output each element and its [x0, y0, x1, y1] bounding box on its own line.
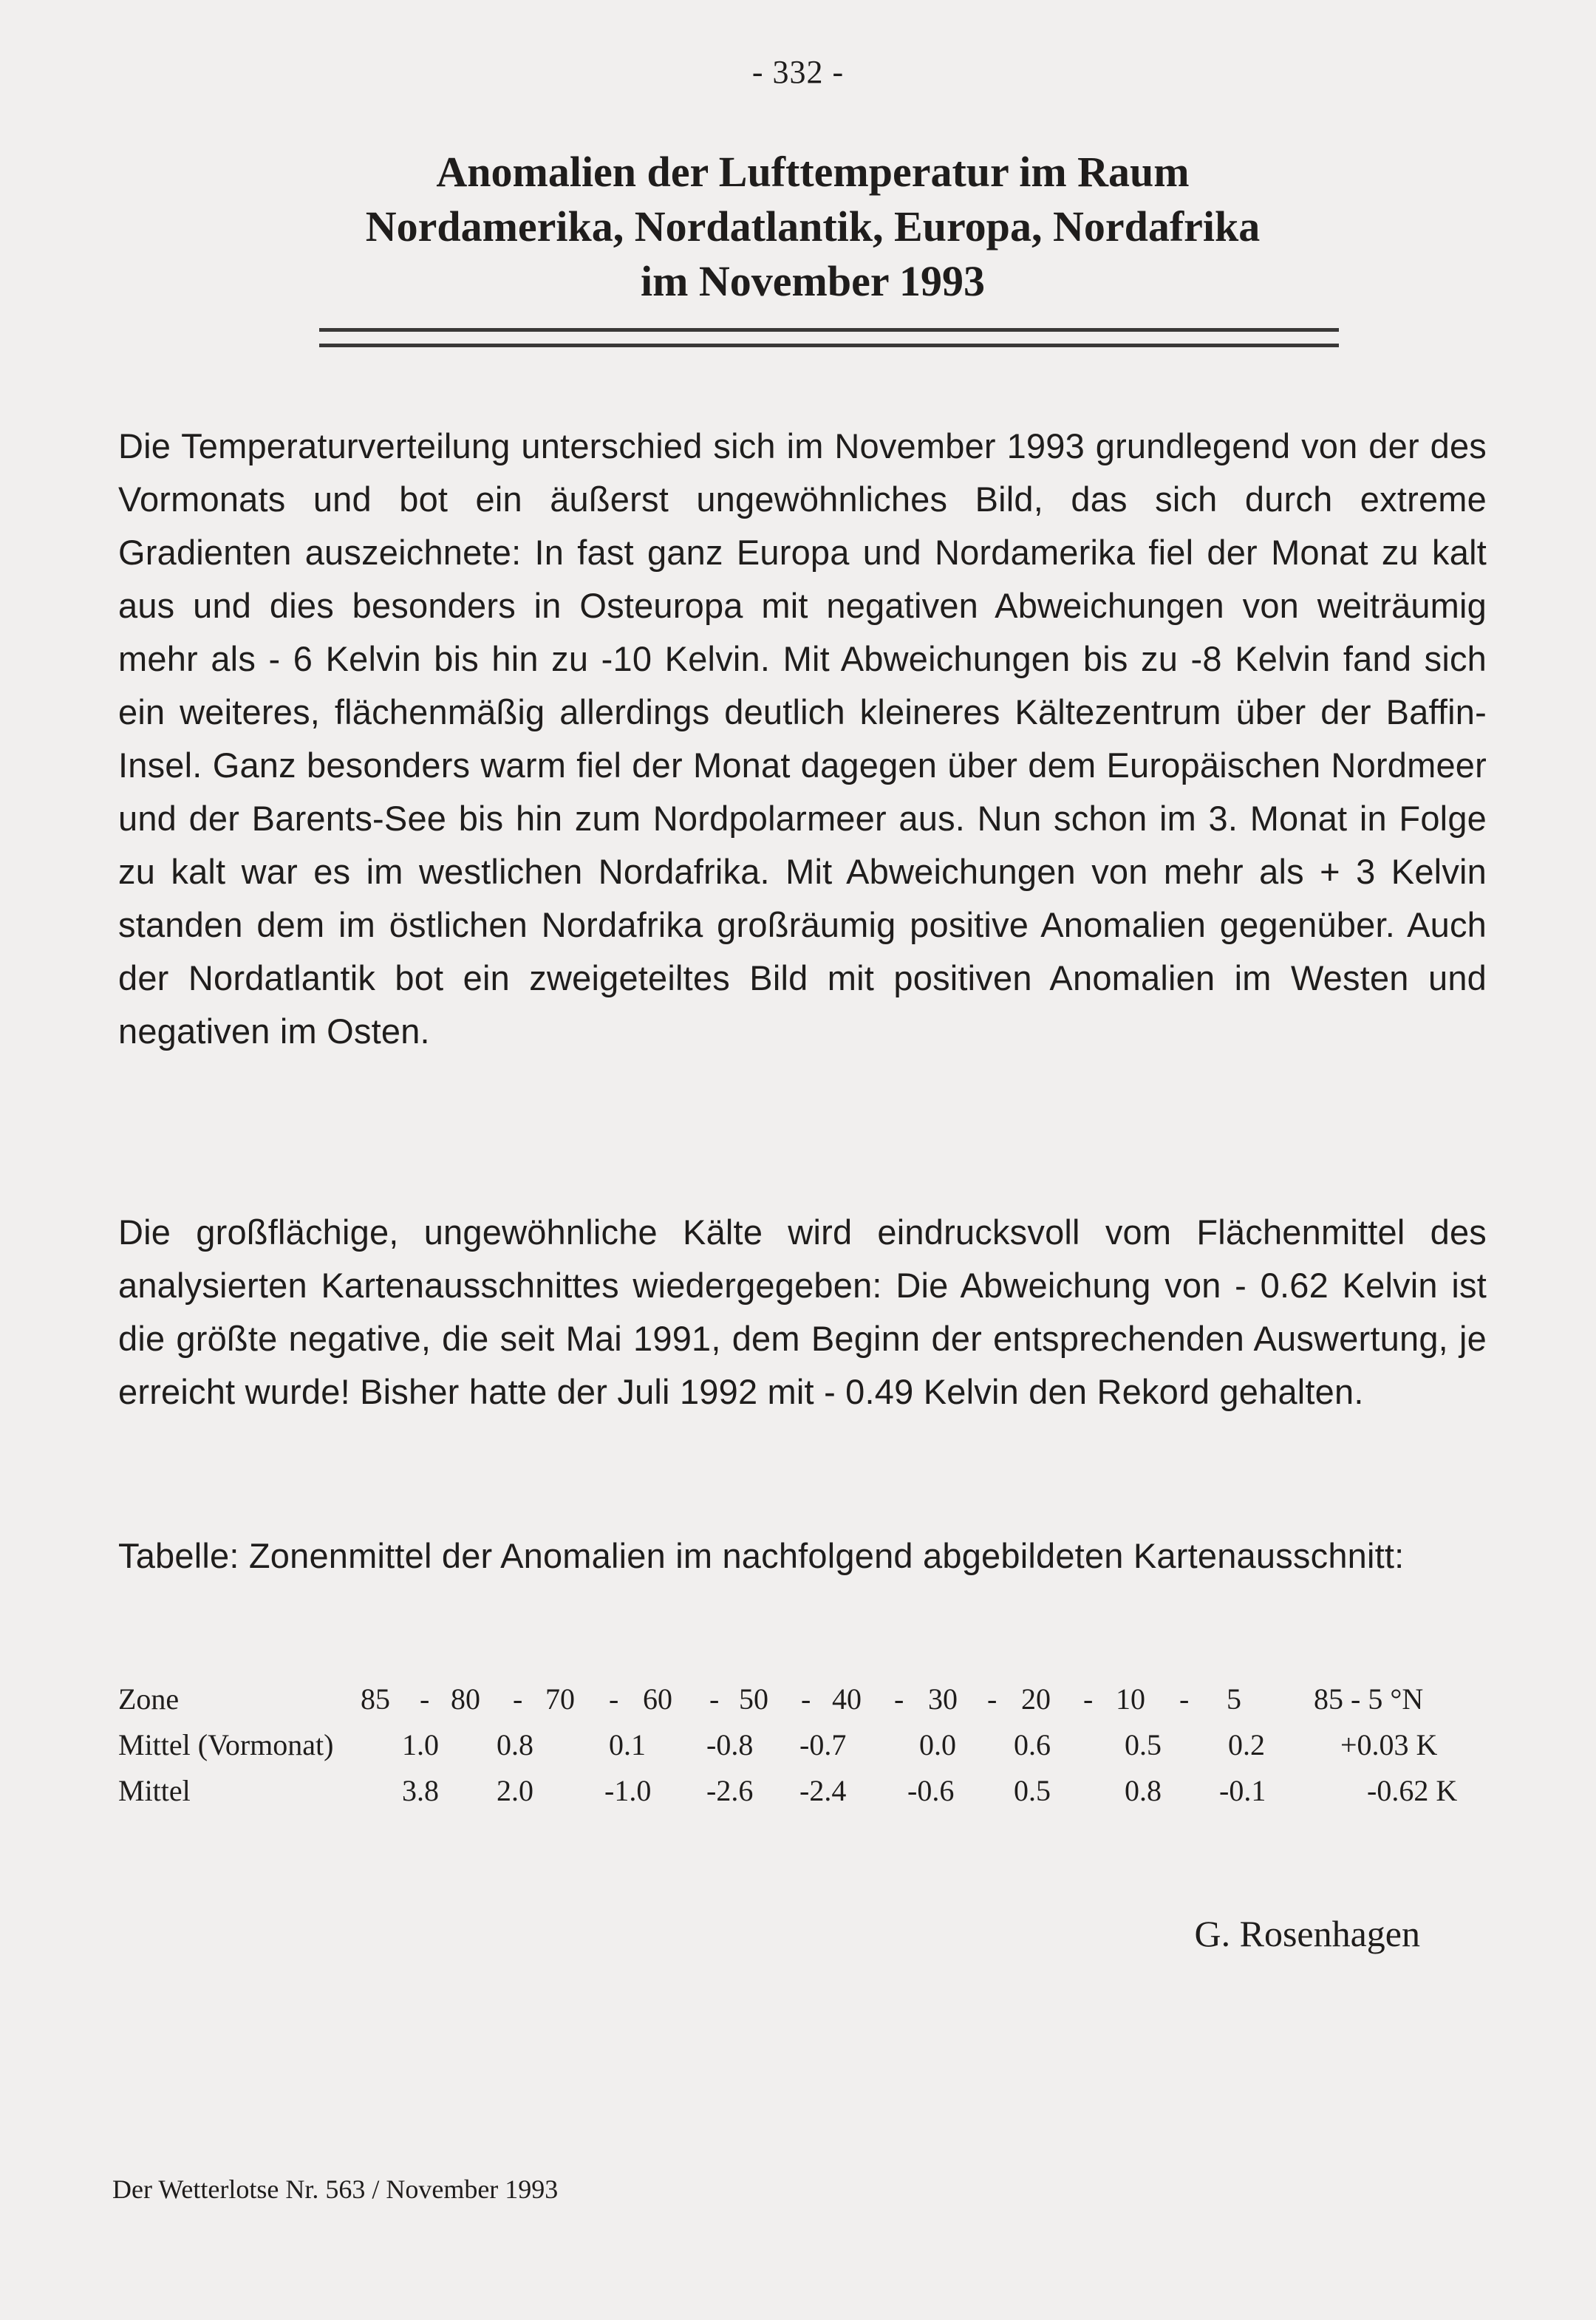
paragraph-temperature: Die Temperaturverteilung unterschied sich im November 1993 grundlegend von der des Vormonats und bot ein äußerst ungewöhnliches Bild, das sich durch extreme Gradienten auszeichnete: In fast ganz Europa und Nordamerika fiel der Monat zu kalt aus und dies besonders in Osteuropa mit negativen Abweichungen von weiträumig mehr als - 6 Kelvin bis hin zu -10 Kelvin. Mit Abweichungen bis zu -8 Kelvin fand sich ein weiteres, flächenmäßig allerdings deutlich kleineres Kältezentrum über der Baffin-Insel. Ganz besonders warm fiel der Monat dagegen über dem Europäischen Nordmeer und der Barents-See bis hin zum Nordpolarmeer aus. Nun schon im 3. Monat in Folge zu kalt war es im westlichen Nordafrika. Mit Abweichungen von mehr als + 3 Kelvin standen dem im östlichen Nordafrika großräumig positive Anomalien gegenüber. Auch der Nordatlantik bot ein zweigeteiltes Bild mit positiven Anomalien im Westen und negativen im Osten.: [118, 426, 1487, 1051]
previous-month-value: 0.2: [1228, 1728, 1265, 1761]
title-line: Nordamerika, Nordatlantik, Europa, Nordafrika: [365, 202, 1261, 250]
previous-month-label: Mittel (Vormonat): [118, 1728, 334, 1761]
previous-month-value: -0.7: [799, 1728, 847, 1761]
mean-value: -0.6: [907, 1774, 955, 1807]
previous-month-total: +0.03 K: [1340, 1728, 1438, 1761]
zone-value: 20: [1021, 1682, 1051, 1716]
zone-separator: -: [894, 1682, 904, 1716]
page-number: - 332 -: [751, 54, 845, 90]
mean-value: -2.6: [706, 1774, 754, 1807]
zone-value: 80: [451, 1682, 480, 1716]
zone-separator: -: [987, 1682, 998, 1716]
zone-value: 50: [739, 1682, 768, 1716]
zone-separator: -: [1083, 1682, 1094, 1716]
zone-total: 85 - 5 °N: [1314, 1682, 1424, 1716]
zone-value: 10: [1116, 1682, 1145, 1716]
zone-separator: -: [609, 1682, 619, 1716]
zone-separator: -: [709, 1682, 720, 1716]
zone-value: 70: [545, 1682, 575, 1716]
zone-value: 60: [643, 1682, 672, 1716]
title-underline: [319, 328, 1339, 347]
previous-month-value: 1.0: [402, 1728, 439, 1761]
page-footer: Der Wetterlotse Nr. 563 / November 1993: [112, 2174, 559, 2204]
mean-value: 0.5: [1014, 1774, 1051, 1807]
previous-month-value: 0.0: [919, 1728, 956, 1761]
previous-month-value: 0.8: [497, 1728, 533, 1761]
table-row-mean: [118, 1773, 1487, 1818]
zone-mean-table: [118, 1682, 1487, 1829]
previous-month-value: 0.6: [1014, 1728, 1051, 1761]
previous-month-value: -0.8: [706, 1728, 754, 1761]
zone-value: 85: [361, 1682, 390, 1716]
table-row-zone: [118, 1682, 1487, 1726]
mean-value: 3.8: [402, 1774, 439, 1807]
paragraph-table-caption: Tabelle: Zonenmittel der Anomalien im nachfolgend abgebildeten Kartenausschnitt:: [118, 1536, 1405, 1575]
author-signature: G. Rosenhagen: [1194, 1913, 1420, 1954]
mean-label: Mittel: [118, 1774, 191, 1807]
zone-separator: -: [1179, 1682, 1190, 1716]
zone-label: Zone: [118, 1682, 180, 1716]
mean-value: -1.0: [604, 1774, 652, 1807]
mean-value: 2.0: [497, 1774, 533, 1807]
table-row-previous-month: [118, 1727, 1487, 1772]
mean-value: 0.8: [1125, 1774, 1162, 1807]
title-line: im November 1993: [640, 257, 986, 305]
previous-month-value: 0.1: [609, 1728, 646, 1761]
previous-month-value: 0.5: [1125, 1728, 1162, 1761]
page-title: [148, 145, 1478, 309]
title-line: Anomalien der Lufttemperatur im Raum: [436, 148, 1190, 196]
zone-value: 5: [1227, 1682, 1241, 1716]
mean-value: -0.1: [1219, 1774, 1266, 1807]
zone-separator: -: [801, 1682, 811, 1716]
mean-value: -2.4: [799, 1774, 847, 1807]
zone-value: 40: [832, 1682, 862, 1716]
paragraph-area-mean: Die großflächige, ungewöhnliche Kälte wird eindrucksvoll vom Flächenmittel des analysierten Kartenausschnittes wiedergegeben: Die Abweichung von - 0.62 Kelvin ist die größte negative, die seit Mai 1991, dem Beginn der entsprechenden Auswertung, je erreicht wurde! Bisher hatte der Juli 1992 mit - 0.49 Kelvin den Rekord gehalten.: [118, 1212, 1487, 1411]
zone-separator: -: [513, 1682, 523, 1716]
mean-total: -0.62 K: [1367, 1774, 1458, 1807]
zone-separator: -: [420, 1682, 430, 1716]
zone-value: 30: [928, 1682, 958, 1716]
